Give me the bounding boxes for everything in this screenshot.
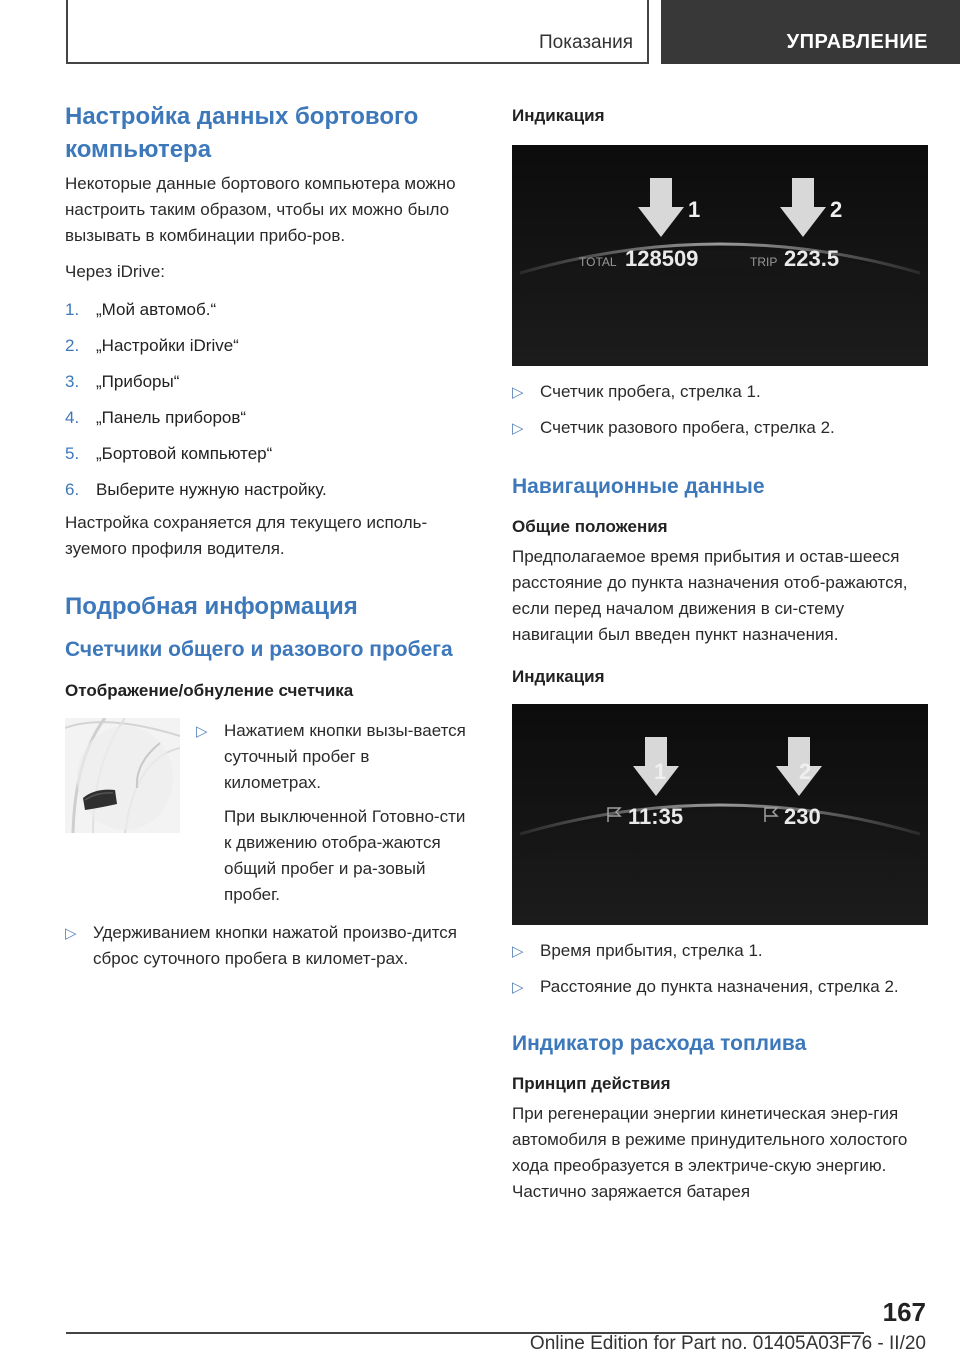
bullet-triangle-icon: ▷ xyxy=(512,420,524,437)
step-item: 6. Выберите нужную настройку. xyxy=(65,480,327,499)
odometer-heading: Счетчики общего и разового пробега xyxy=(65,638,453,661)
bullet-item: ▷ Время прибытия, стрелка 1. xyxy=(512,938,928,964)
display-label-total: TOTAL xyxy=(579,255,617,269)
bullet-triangle-icon: ▷ xyxy=(512,979,524,996)
principle-heading: Принцип действия xyxy=(512,1074,671,1093)
navigation-heading: Навигационные данные xyxy=(512,475,765,498)
fuel-indicator-heading: Индикатор расхода топлива xyxy=(512,1032,807,1055)
reset-block xyxy=(65,718,470,972)
bullet-triangle-icon: ▷ xyxy=(65,925,77,942)
steps-list xyxy=(65,297,470,503)
display1-label: Индикация xyxy=(512,106,605,125)
header-chapter-title: УПРАВЛЕНИЕ xyxy=(786,31,928,53)
left-column xyxy=(65,100,470,972)
reset-bullets-top xyxy=(196,718,470,908)
bullet-item: ▷ Расстояние до пункта назначения, стрелка 2. xyxy=(512,974,928,1000)
marker-1: 1 xyxy=(654,759,667,784)
step-item: 3. „Приборы“ xyxy=(65,372,180,391)
header-chapter-tab xyxy=(661,0,960,64)
saved-note: Настройка сохраняется для текущего исполь‐зуемого профиля водителя. xyxy=(65,513,428,558)
page-number: 167 xyxy=(882,1297,926,1327)
bullet-triangle-icon: ▷ xyxy=(512,384,524,401)
intro-paragraph: Некоторые данные бортового компьютера можно настроить таким образом, чтобы их можно было вызывать в комбинации прибо‐ров. xyxy=(65,174,456,245)
reset-bullets-bottom xyxy=(65,920,470,972)
section-title-computer-settings: Настройка данных бортового компьютера xyxy=(65,103,419,163)
footer-edition: Online Edition for Part no. 01405A03F76 - II/20 xyxy=(529,1333,926,1354)
reset-heading: Отображение/обнуление счетчика xyxy=(65,681,354,700)
bullet-extra-note: При выключенной Готовно‐сти к движению отобра‐жаются общий пробег и ра‐зовый пробег. xyxy=(224,807,466,904)
details-heading: Подробная информация xyxy=(65,593,358,620)
display-value-arrival: 11:35 xyxy=(628,804,684,829)
principle-paragraph: При регенерации энергии кинетическая энер‐гия автомобиля в режиме принудительного холостого хода преобразуется в электриче‐скую энергию. Частично заряжается батарея xyxy=(512,1104,908,1201)
display2-bullets xyxy=(512,938,928,1000)
display2-label: Индикация xyxy=(512,667,605,686)
right-column xyxy=(512,100,928,1205)
bullet-item: ▷ Счетчик пробега, стрелка 1. xyxy=(512,379,928,405)
step-item: 5. „Бортовой компьютер“ xyxy=(65,444,273,463)
general-paragraph: Предполагаемое время прибытия и остав‐шееся расстояние до пункта назначения отоб‐ражаются, если перед началом движения в си‐стему навигации был введен пункт назначения. xyxy=(512,547,908,644)
odometer-display-image xyxy=(512,145,928,366)
display-value-total: 128509 xyxy=(625,246,699,271)
display1-bullets xyxy=(512,379,928,441)
display-value-distance: 230 xyxy=(784,804,821,829)
bullet-item: ▷ Счетчик разового пробега, стрелка 2. xyxy=(512,415,928,441)
display-label-trip: TRIP xyxy=(750,255,778,269)
bullet-triangle-icon: ▷ xyxy=(196,723,208,740)
display-value-trip: 223.5 xyxy=(784,246,840,271)
bullet-triangle-icon: ▷ xyxy=(512,943,524,960)
step-item: 1. „Мой автомоб.“ xyxy=(65,300,217,319)
navigation-display-image xyxy=(512,704,928,925)
marker-2: 2 xyxy=(830,197,843,222)
odometer-button-image xyxy=(65,718,180,833)
step-item: 4. „Панель приборов“ xyxy=(65,408,247,427)
header-section-tab xyxy=(66,0,649,64)
general-heading: Общие положения xyxy=(512,517,668,536)
header-section-title: Показания xyxy=(539,32,633,53)
bullet-item: ▷ Удерживанием кнопки нажатой произво‐дится сброс суточного пробега в километ‐рах. xyxy=(65,923,457,968)
marker-1: 1 xyxy=(688,197,701,222)
bullet-item: ▷ Нажатием кнопки вызы‐вается суточный пробег в километрах. При выключенной Готовно‐сти к движению отобра‐жаются общий пробег и ра‐зовый пробег. xyxy=(196,718,470,908)
step-item: 2. „Настройки iDrive“ xyxy=(65,336,239,355)
marker-2: 2 xyxy=(799,759,812,784)
via-idrive-text: Через iDrive: xyxy=(65,262,166,281)
